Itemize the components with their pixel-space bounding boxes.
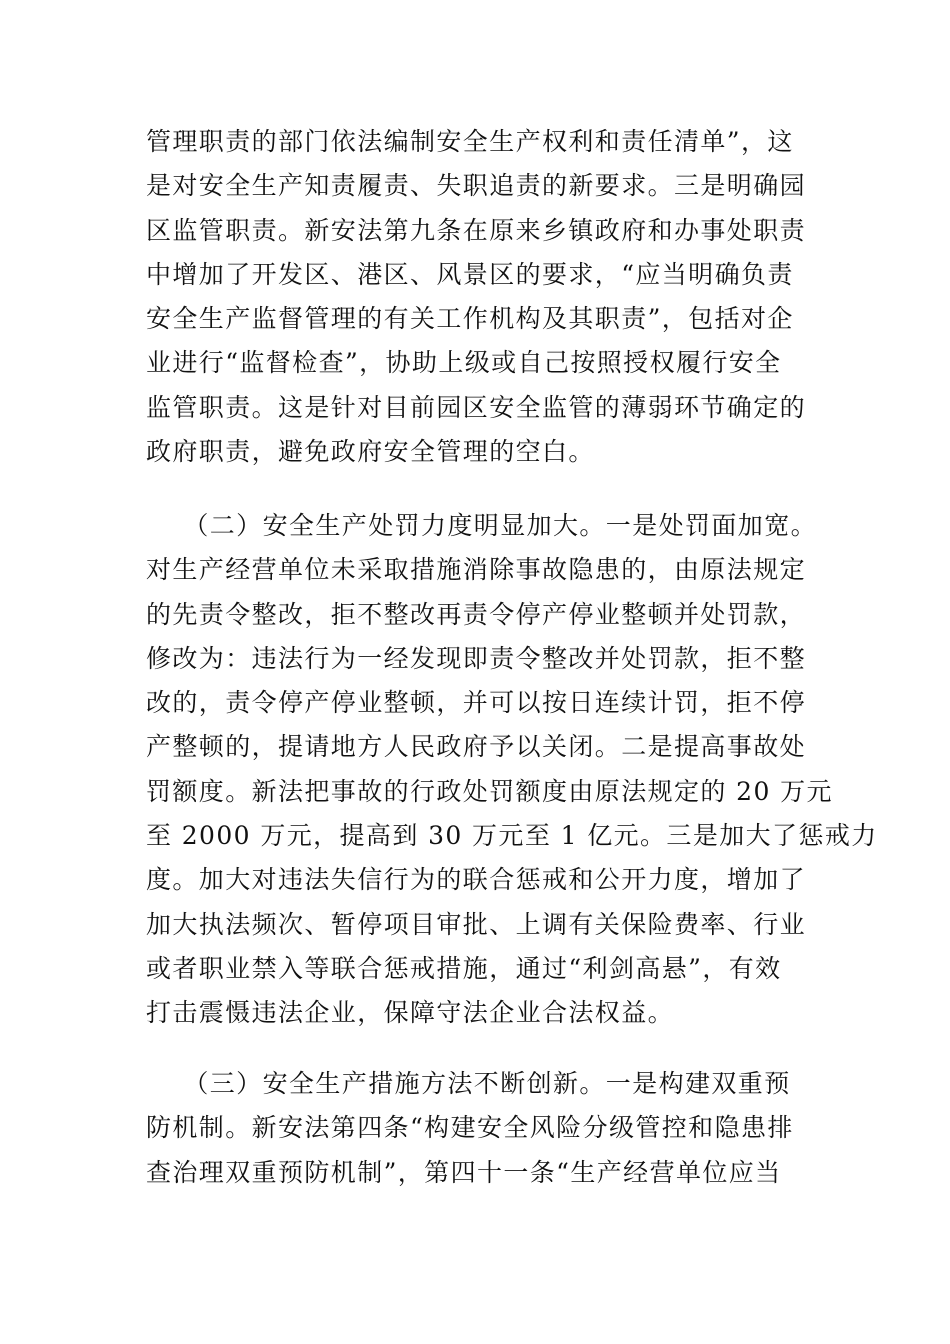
text-line: 改的，责令停产停业整顿，并可以按日连续计罚，拒不停 [146, 688, 807, 718]
text-line: 对生产经营单位未采取措施消除事故隐患的，由原法规定 [146, 555, 807, 585]
text-line: 防机制。新安法第四条“构建安全风险分级管控和隐患排 [146, 1113, 794, 1143]
text-line: （三）安全生产措施方法不断创新。一是构建双重预 [146, 1069, 791, 1098]
text-line: 产整顿的，提请地方人民政府予以关闭。二是提高事故处 [146, 732, 807, 762]
text-line: （二）安全生产处罚力度明显加大。一是处罚面加宽。 [146, 511, 817, 540]
text-line: 政府职责，避免政府安全管理的空白。 [146, 437, 595, 467]
text-line: 中增加了开发区、港区、风景区的要求，“应当明确负责 [146, 259, 794, 289]
text-line: 查治理双重预防机制”，第四十一条“生产经营单位应当 [146, 1157, 782, 1187]
text-line: 监管职责。这是针对目前园区安全监管的薄弱环节确定的 [146, 392, 807, 422]
paragraph-1 [146, 120, 806, 474]
text-line: 或者职业禁入等联合惩戒措施，通过“利剑高悬”，有效 [146, 953, 782, 983]
text-line: 罚额度。新法把事故的行政处罚额度由原法规定的 20 万元 [146, 776, 833, 806]
text-line: 管理职责的部门依法编制安全生产权利和责任清单”，这 [146, 127, 794, 156]
text-line: 业进行“监督检查”，协助上级或自己按照授权履行安全 [146, 348, 782, 378]
text-line: 的先责令整改，拒不整改再责令停产停业整顿并处罚款， [146, 599, 807, 629]
text-line: 度。加大对违法失信行为的联合惩戒和公开力度，增加了 [146, 865, 807, 895]
text-line: 区监管职责。新安法第九条在原来乡镇政府和办事处职责 [146, 215, 807, 245]
text-line: 打击震慑违法企业，保障守法企业合法权益。 [146, 998, 675, 1028]
text-line: 安全生产监督管理的有关工作机构及其职责”，包括对企 [146, 304, 794, 334]
paragraph-3 [146, 1062, 806, 1195]
text-line: 至 2000 万元，提高到 30 万元至 1 亿元。三是加大了惩戒力 [146, 821, 878, 851]
text-line: 加大执法频次、暂停项目审批、上调有关保险费率、行业 [146, 909, 807, 939]
paragraph-2 [146, 504, 878, 1036]
text-line: 修改为：违法行为一经发现即责令整改并处罚款，拒不整 [146, 643, 807, 673]
text-line: 是对安全生产知责履责、失职追责的新要求。三是明确园 [146, 171, 807, 201]
